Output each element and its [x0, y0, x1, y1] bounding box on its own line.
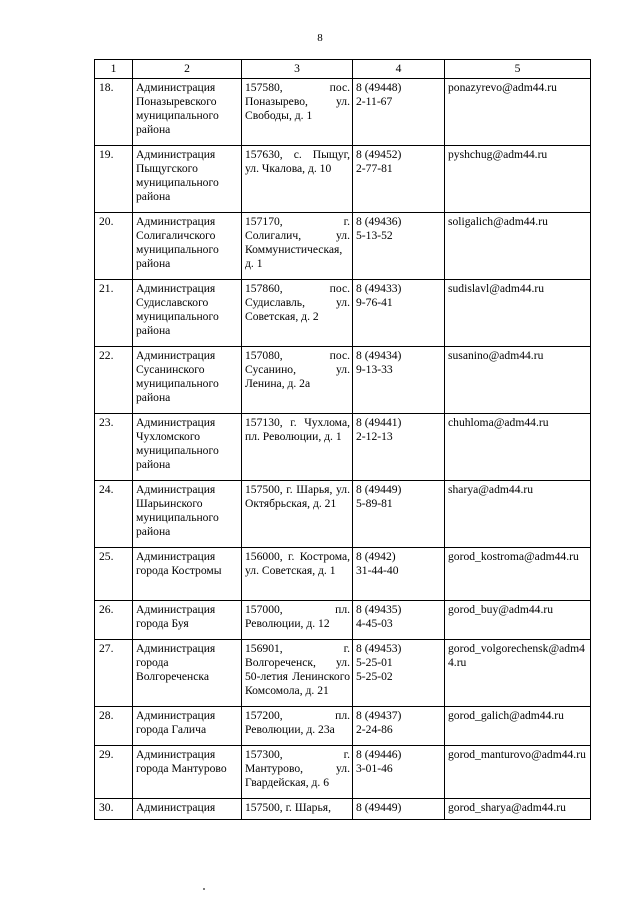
organization-name: Администрация города Костромы: [133, 548, 242, 601]
phone-number: [353, 746, 445, 799]
email-link[interactable]: pyshchug@adm44.ru: [445, 146, 591, 213]
table-header-row: [95, 60, 591, 79]
phone-number: [353, 601, 445, 640]
organization-name: Администрация города Галича: [133, 707, 242, 746]
row-number: 27.: [95, 640, 133, 707]
table-row: [95, 799, 591, 820]
postal-address: 157860, пос. Судиславль, ул. Советская, д. 2: [242, 280, 353, 347]
phone-number: [353, 640, 445, 707]
organization-name: Администрация Шарьинского муниципального района: [133, 481, 242, 548]
phone-text: 8 (49436) 5-13-52: [356, 215, 402, 242]
phone-number: [353, 79, 445, 146]
table-row: [95, 414, 591, 481]
email-link[interactable]: sharya@adm44.ru: [445, 481, 591, 548]
row-number: 21.: [95, 280, 133, 347]
postal-address: 157000, пл. Революции, д. 12: [242, 601, 353, 640]
table-row: [95, 213, 591, 280]
postal-address: 157580, пос. Поназырево, ул. Свободы, д. 1: [242, 79, 353, 146]
table-row: [95, 640, 591, 707]
email-link[interactable]: susanino@adm44.ru: [445, 347, 591, 414]
email-link[interactable]: gorod_kostroma@adm44.ru: [445, 548, 591, 601]
row-number: 25.: [95, 548, 133, 601]
column-header: 1: [95, 60, 133, 79]
phone-number: [353, 799, 445, 820]
phone-text: 8 (49435) 4-45-03: [356, 603, 402, 630]
email-link[interactable]: gorod_buy@adm44.ru: [445, 601, 591, 640]
postal-address: 157170, г. Солигалич, ул. Коммунистическая, д. 1: [242, 213, 353, 280]
phone-text: 8 (49434) 9-13-33: [356, 349, 402, 376]
email-link[interactable]: gorod_sharya@adm44.ru: [445, 799, 591, 820]
phone-text: 8 (4942) 31-44-40: [356, 550, 399, 577]
phone-number: [353, 146, 445, 213]
column-header: 2: [133, 60, 242, 79]
phone-text: 8 (49448) 2-11-67: [356, 81, 402, 108]
postal-address: 157500, г. Шарья, ул. Октябрьская, д. 21: [242, 481, 353, 548]
row-number: 20.: [95, 213, 133, 280]
row-number: 24.: [95, 481, 133, 548]
table-row: [95, 601, 591, 640]
table-row: [95, 481, 591, 548]
organization-name: Администрация Поназыревского муниципального района: [133, 79, 242, 146]
phone-number: [353, 347, 445, 414]
email-link[interactable]: ponazyrevo@adm44.ru: [445, 79, 591, 146]
row-number: 19.: [95, 146, 133, 213]
phone-text: 8 (49433) 9-76-41: [356, 282, 402, 309]
phone-text: 8 (49441) 2-12-13: [356, 416, 402, 443]
registry-table: [94, 59, 591, 820]
postal-address: 156901, г. Волгореченск, ул. 50-летия Ленинского Комсомола, д. 21: [242, 640, 353, 707]
postal-address: 157300, г. Мантурово, ул. Гвардейская, д. 6: [242, 746, 353, 799]
phone-text: 8 (49453) 5-25-01 5-25-02: [356, 642, 402, 683]
organization-name: Администрация города Мантурово: [133, 746, 242, 799]
phone-number: [353, 548, 445, 601]
postal-address: 157630, с. Пыщуг, ул. Чкалова, д. 10: [242, 146, 353, 213]
table-row: [95, 280, 591, 347]
table-row: [95, 79, 591, 146]
row-number: 23.: [95, 414, 133, 481]
table-row: [95, 746, 591, 799]
postal-address: 157200, пл. Революции, д. 23а: [242, 707, 353, 746]
email-link[interactable]: gorod_manturovo@adm44.ru: [445, 746, 591, 799]
row-number: 22.: [95, 347, 133, 414]
phone-number: [353, 707, 445, 746]
column-header: 3: [242, 60, 353, 79]
postal-address: 157080, пос. Сусанино, ул. Ленина, д. 2а: [242, 347, 353, 414]
table-row: [95, 347, 591, 414]
postal-address: 157500, г. Шарья,: [242, 799, 353, 820]
phone-text: 8 (49452) 2-77-81: [356, 148, 402, 175]
organization-name: Администрация Судиславского муниципального района: [133, 280, 242, 347]
phone-number: [353, 213, 445, 280]
column-header: 5: [445, 60, 591, 79]
email-link[interactable]: chuhloma@adm44.ru: [445, 414, 591, 481]
phone-text: 8 (49449) 5-89-81: [356, 483, 402, 510]
table-row: [95, 707, 591, 746]
email-link[interactable]: gorod_galich@adm44.ru: [445, 707, 591, 746]
row-number: 30.: [95, 799, 133, 820]
column-header: 4: [353, 60, 445, 79]
phone-text: 8 (49446) 3-01-46: [356, 748, 402, 775]
organization-name: Администрация Сусанинского муниципального района: [133, 347, 242, 414]
organization-name: Администрация Пыщугского муниципального района: [133, 146, 242, 213]
phone-number: [353, 280, 445, 347]
page-number: 8: [317, 32, 323, 44]
table-row: [95, 146, 591, 213]
phone-number: [353, 414, 445, 481]
organization-name: Администрация города Волгореченска: [133, 640, 242, 707]
row-number: 18.: [95, 79, 133, 146]
row-number: 29.: [95, 746, 133, 799]
postal-address: 157130, г. Чухлома, пл. Революции, д. 1: [242, 414, 353, 481]
organization-name: Администрация Чухломского муниципального района: [133, 414, 242, 481]
row-number: 26.: [95, 601, 133, 640]
phone-text: 8 (49437) 2-24-86: [356, 709, 402, 736]
row-number: 28.: [95, 707, 133, 746]
email-link[interactable]: sudislavl@adm44.ru: [445, 280, 591, 347]
email-link[interactable]: gorod_volgorechensk@adm44.ru: [445, 640, 591, 707]
phone-number: [353, 481, 445, 548]
organization-name: Администрация: [133, 799, 242, 820]
email-link[interactable]: soligalich@adm44.ru: [445, 213, 591, 280]
phone-text: 8 (49449): [356, 801, 402, 814]
organization-name: Администрация Солигаличского муниципального района: [133, 213, 242, 280]
scan-speck: [203, 888, 205, 890]
postal-address: 156000, г. Кострома, ул. Советская, д. 1: [242, 548, 353, 601]
organization-name: Администрация города Буя: [133, 601, 242, 640]
table-row: [95, 548, 591, 601]
